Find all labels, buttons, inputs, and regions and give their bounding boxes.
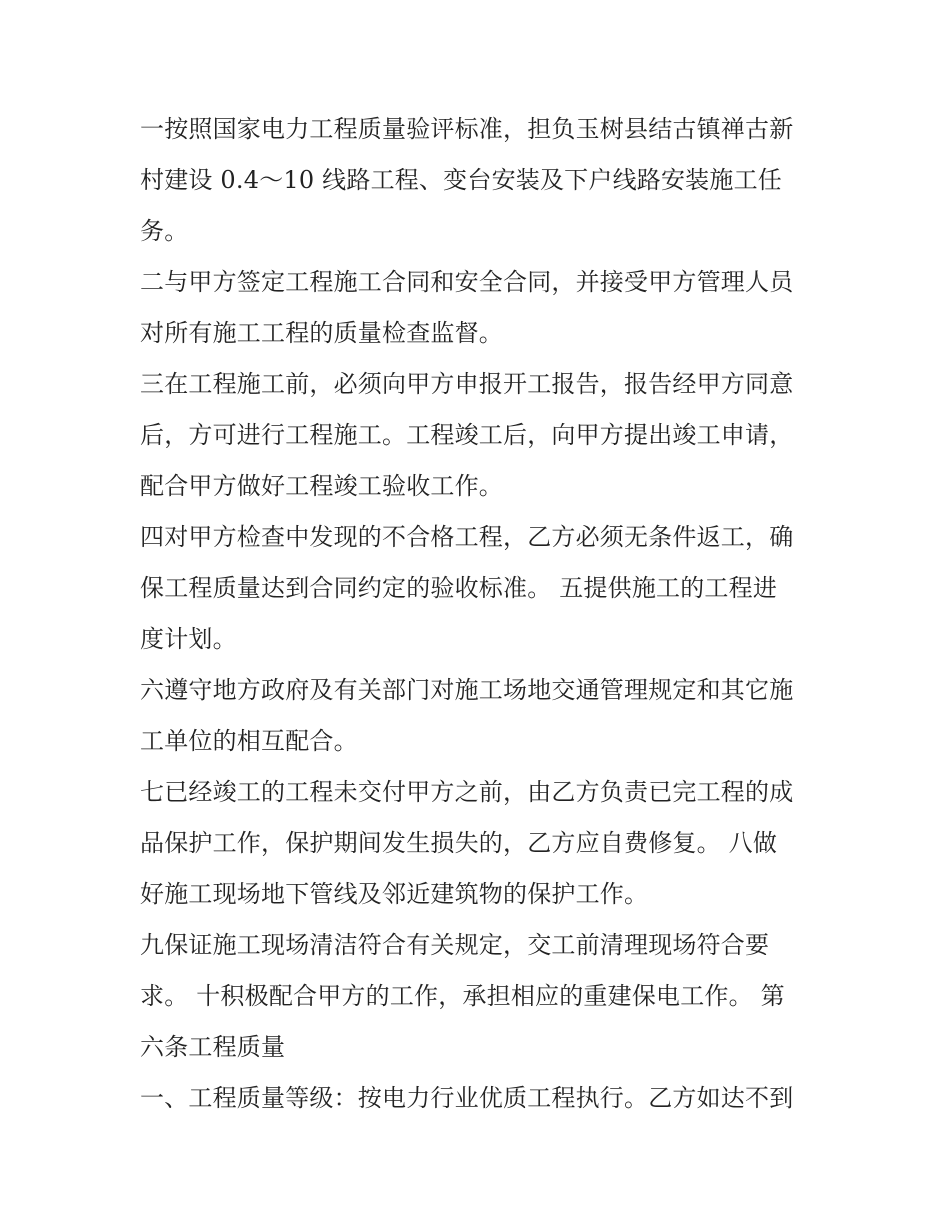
text-line: 好施工现场地下管线及邻近建筑物的保护工作。: [140, 880, 649, 908]
text-line: 一按照国家电力工程质量验评标准，担负玉树县结古镇禅古新: [140, 115, 794, 143]
text-line: 配合甲方做好工程竣工验收工作。: [140, 472, 503, 500]
text-line: 求。 十积极配合甲方的工作，承担相应的重建保电工作。 第: [140, 982, 785, 1010]
text-line: 三在工程施工前，必须向甲方申报开工报告，报告经甲方同意: [140, 370, 794, 398]
text-line: 六遵守地方政府及有关部门对施工场地交通管理规定和其它施: [140, 676, 794, 704]
text-line: 四对甲方检查中发现的不合格工程，乙方必须无条件返工，确: [140, 523, 794, 551]
text-line: 务。: [140, 217, 189, 245]
text-line: 七已经竣工的工程未交付甲方之前，由乙方负责已完工程的成: [140, 778, 794, 806]
document-body: [140, 104, 820, 1124]
text-line: 品保护工作，保护期间发生损失的，乙方应自费修复。 八做: [140, 829, 778, 857]
text-line: 村建设 0.4～10 线路工程、变台安装及下户线路安装施工任: [140, 166, 782, 194]
text-line: 对所有施工工程的质量检查监督。: [140, 319, 503, 347]
text-line: 九保证施工现场清洁符合有关规定，交工前清理现场符合要: [140, 931, 770, 959]
text-line: 度计划。: [140, 625, 237, 653]
text-line: 六条工程质量: [140, 1033, 286, 1061]
text-line: 后，方可进行工程施工。工程竣工后，向甲方提出竣工申请，: [140, 421, 794, 449]
text-line: 工单位的相互配合。: [140, 727, 358, 755]
text-line: 一、工程质量等级：按电力行业优质工程执行。乙方如达不到: [140, 1084, 794, 1112]
text-line: 保工程质量达到合同约定的验收标准。 五提供施工的工程进: [140, 574, 778, 602]
text-line: 二与甲方签定工程施工合同和安全合同，并接受甲方管理人员: [140, 268, 794, 296]
